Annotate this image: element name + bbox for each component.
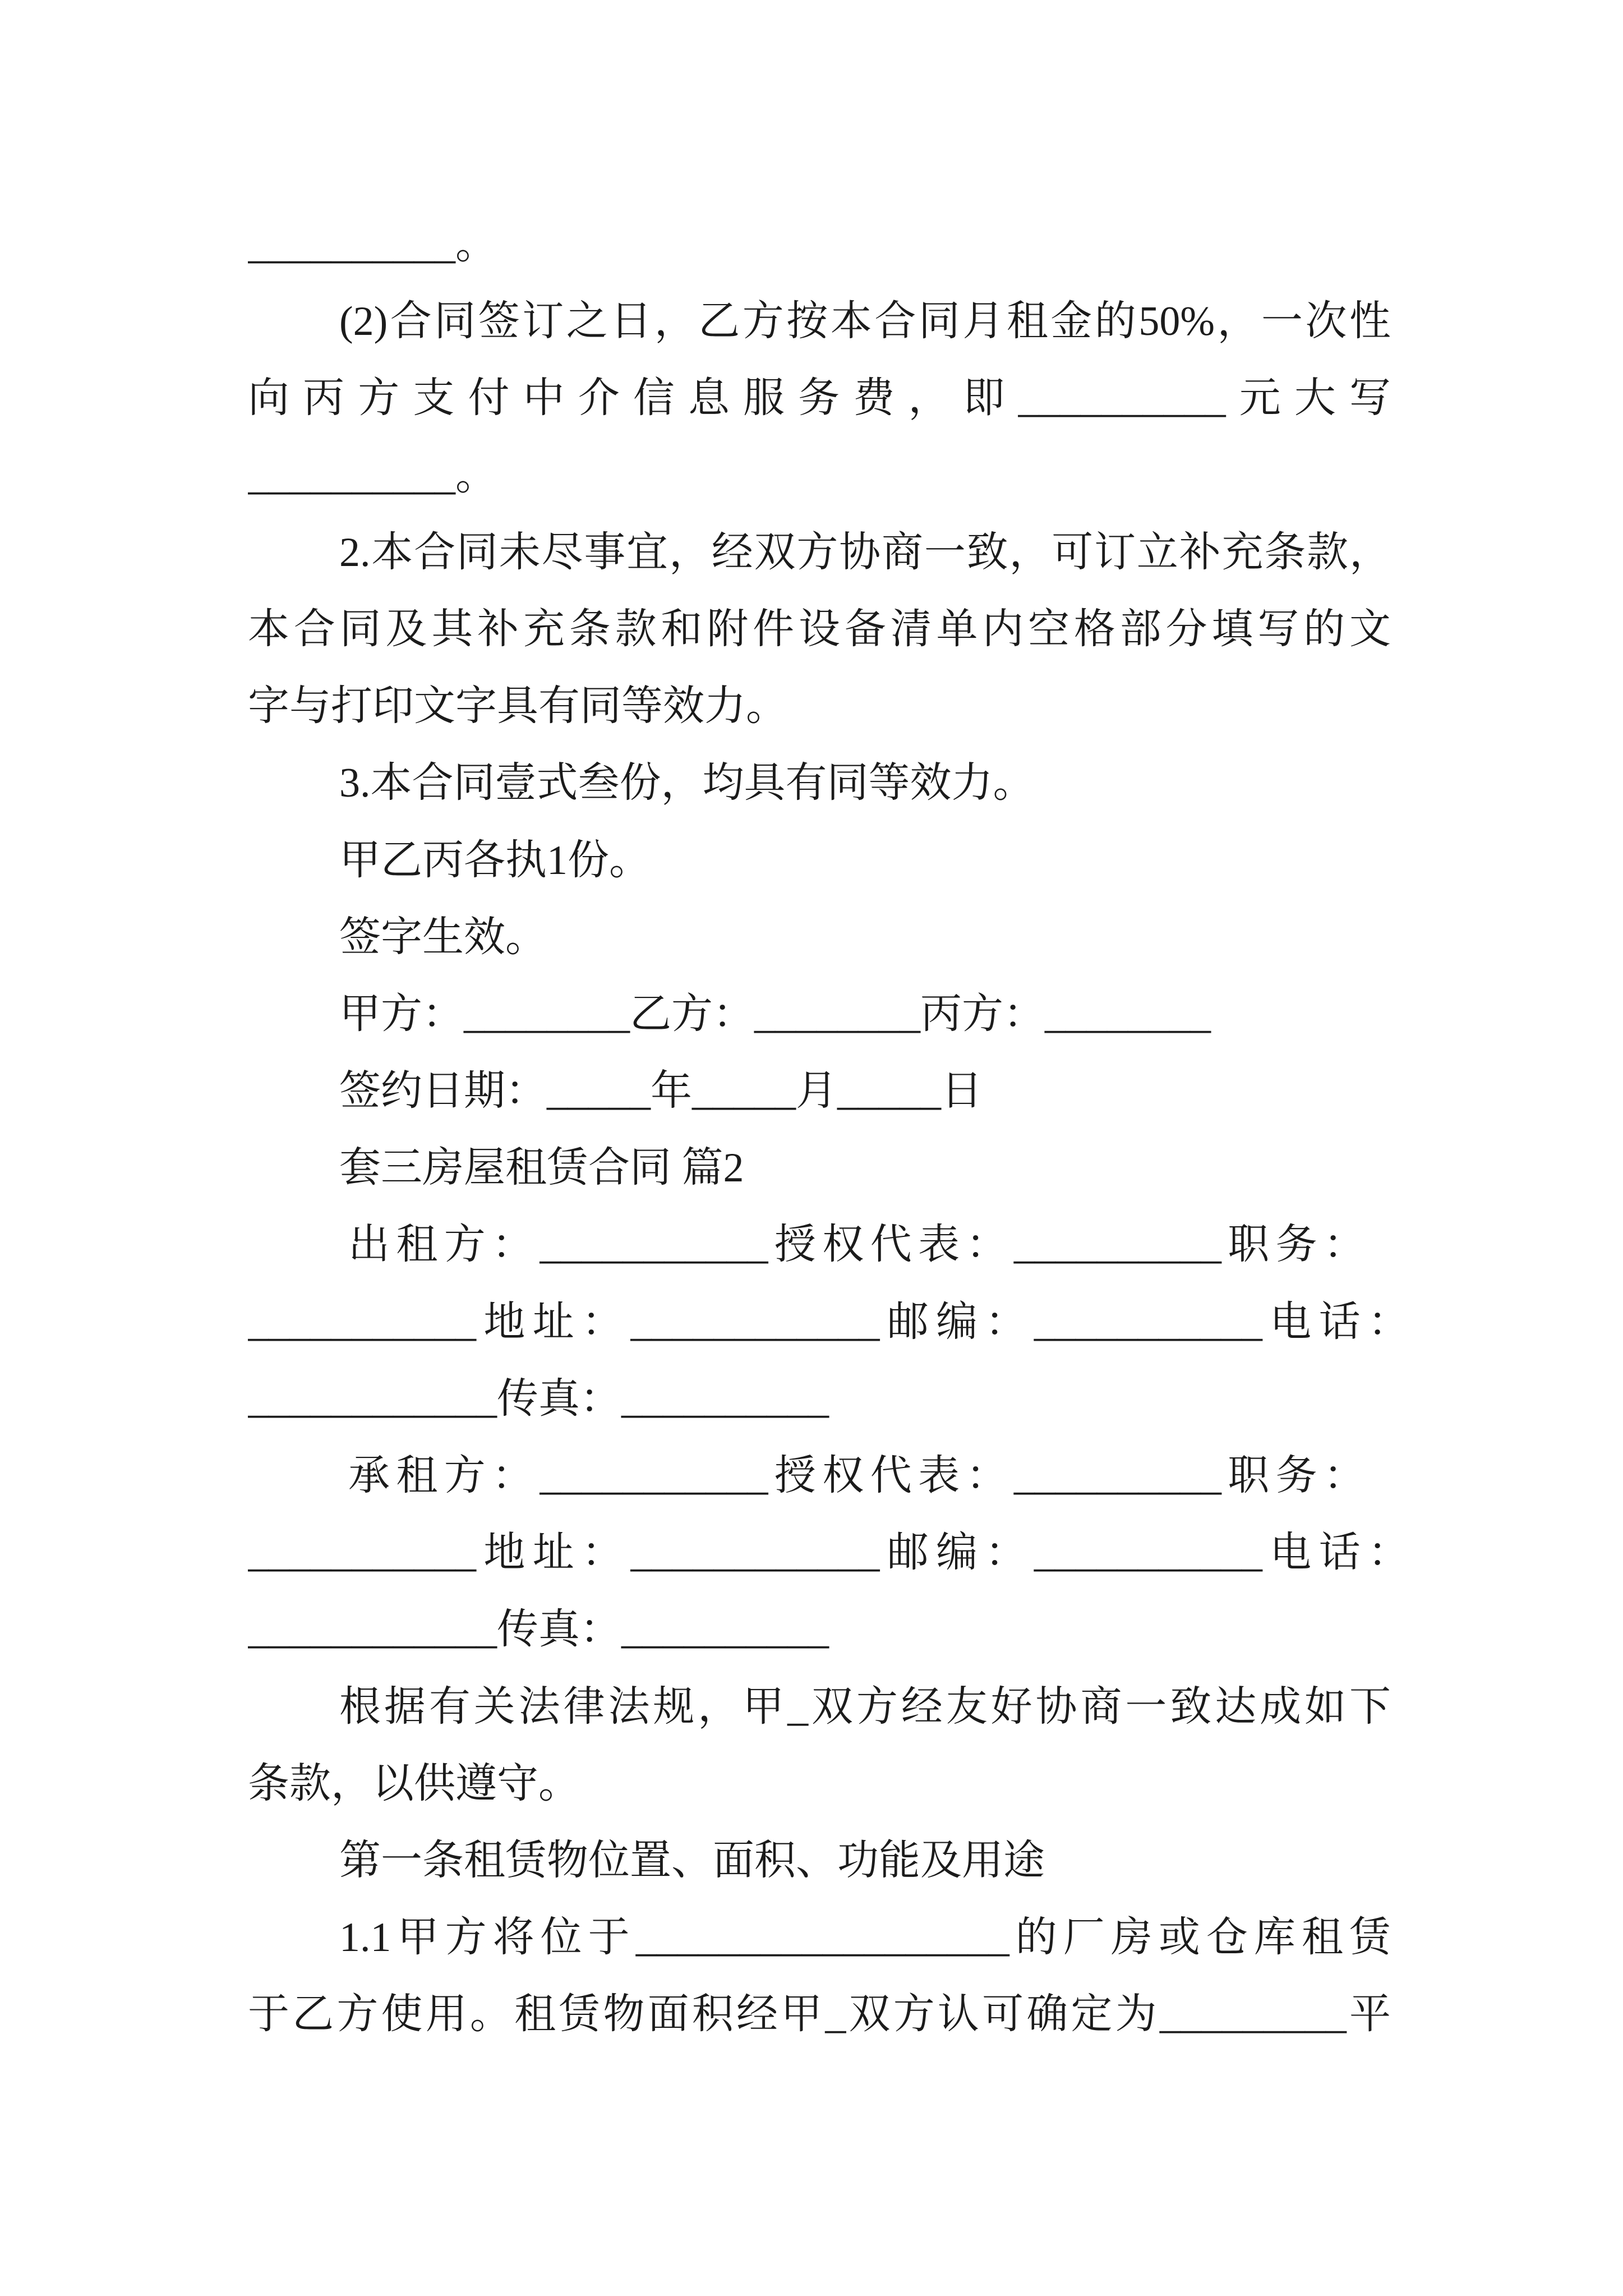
contract-line: 3.本合同壹式叁份，均具有同等效力。 [339, 760, 1035, 807]
lessor-contact-line: ___________地址：____________邮编：___________电话： [248, 1299, 1409, 1345]
lessee-fax-line: ____________传真：__________ [248, 1607, 829, 1653]
contract-line: 本合同及其补充条款和附件设备清单内空格部分填写的文 [248, 606, 1391, 652]
signature-parties-line: 甲方：________乙方：________丙方：________ [339, 991, 1211, 1037]
lessor-line: 出租方：___________授权代表：__________职务： [348, 1222, 1365, 1268]
contract-line: 2.本合同未尽事宜，经双方协商一致，可订立补充条款， [339, 529, 1391, 576]
contract-line: 签字生效。 [339, 914, 547, 960]
contract-line: (2)合同签订之日，乙方按本合同月租金的50%，一次性 [339, 298, 1391, 345]
contract-line: 于乙方使用。租赁物面积经甲_双方认可确定为_________平 [248, 1991, 1391, 2038]
section-heading: 套三房屋租赁合同 篇2 [339, 1145, 744, 1191]
contract-line: 条款，以供遵守。 [248, 1760, 580, 1807]
contract-line: __________。 [248, 452, 497, 499]
article-heading: 第一条租赁物位置、面积、功能及用途 [339, 1837, 1045, 1884]
contract-line: 甲乙丙各执1份。 [339, 837, 651, 884]
lessee-contact-line: ___________地址：____________邮编：___________电话： [248, 1530, 1409, 1576]
signing-date-line: 签约日期：_____年_____月_____日 [339, 1068, 983, 1115]
contract-line: 1.1甲方将位于__________________的厂房或仓库租赁 [339, 1915, 1391, 1961]
lessee-line: 承租方：___________授权代表：__________职务： [348, 1453, 1365, 1499]
contract-line: 向丙方支付中介信息服务费，即__________元大写 [248, 375, 1391, 422]
contract-body [0, 206, 1623, 2054]
contract-line: 字与打印文字具有同等效力。 [248, 683, 787, 730]
contract-line: __________。 [248, 222, 497, 268]
contract-line: 根据有关法律法规，甲_双方经友好协商一致达成如下 [339, 1683, 1391, 1730]
lessor-fax-line: ____________传真：__________ [248, 1375, 829, 1422]
